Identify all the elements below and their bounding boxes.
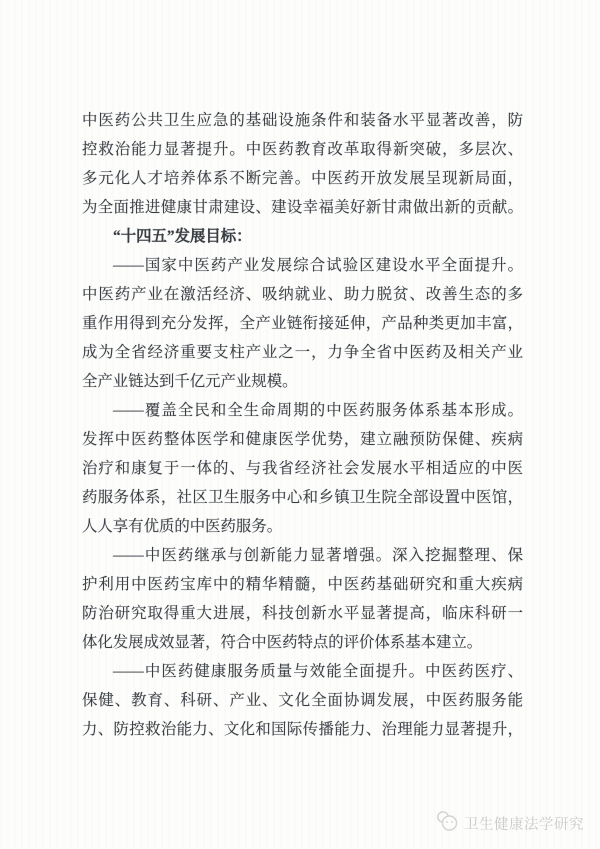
text-line: 中医药公共卫生应急的基础设施条件和装备水平显著改善，防 — [82, 112, 523, 129]
text-line: 力、防控救治能力、文化和国际传播能力、治理能力显著提升， — [82, 721, 523, 738]
text-line: 护利用中医药宝库中的精华精髓，中医药基础研究和重大疾病 — [82, 576, 523, 593]
text-line: 体化发展成效显著，符合中医药特点的评价体系基本建立。 — [82, 634, 483, 651]
text-line: 药服务体系，社区卫生服务中心和乡镇卫生院全部设置中医馆， — [82, 489, 523, 506]
text-line: 人人享有优质的中医药服务。 — [82, 518, 283, 535]
text-line: 为全面推进健康甘肃建设、建设幸福美好新甘肃做出新的贡献。 — [82, 199, 523, 216]
paragraph — [82, 106, 523, 222]
text-line: 重作用得到充分发挥，全产业链衔接延伸，产品种类更加丰富， — [82, 315, 523, 332]
heading-line: “十四五”发展目标： — [113, 228, 252, 245]
watermark-label: 卫生健康法学研究 — [464, 816, 584, 833]
text-line: 防治研究取得重大进展，科技创新水平显著提高，临床科研一 — [82, 605, 523, 622]
text-line: 多元化人才培养体系不断完善。中医药开放发展呈现新局面， — [82, 170, 523, 187]
text-line: ——覆盖全民和全生命周期的中医药服务体系基本形成。 — [113, 402, 523, 419]
text-line: ——中医药继承与创新能力显著增强。深入挖掘整理、保 — [113, 547, 523, 564]
paragraph — [82, 657, 523, 744]
text-line: ——中医药健康服务质量与效能全面提升。中医药医疗、 — [113, 663, 523, 680]
document-text-block — [82, 106, 523, 744]
text-line: 全产业链达到千亿元产业规模。 — [82, 373, 298, 390]
text-line: 成为全省经济重要支柱产业之一，力争全省中医药及相关产业 — [82, 344, 523, 361]
text-line: 保健、教育、科研、产业、文化全面协调发展，中医药服务能 — [82, 692, 523, 709]
paragraph — [82, 541, 523, 657]
text-line: 控救治能力显著提升。中医药教育改革取得新突破，多层次、 — [82, 141, 523, 158]
watermark — [435, 810, 584, 836]
section-heading — [82, 222, 523, 251]
text-line: ——国家中医药产业发展综合试验区建设水平全面提升。 — [113, 257, 523, 274]
wechat-account-logo-icon — [435, 810, 459, 837]
paragraph — [82, 396, 523, 541]
text-line: 中医药产业在激活经济、吸纳就业、助力脱贫、改善生态的多 — [82, 286, 523, 303]
text-line: 治疗和康复于一体的、与我省经济社会发展水平相适应的中医 — [82, 460, 523, 477]
text-line: 发挥中医药整体医学和健康医学优势，建立融预防保健、疾病 — [82, 431, 523, 448]
paragraph — [82, 251, 523, 396]
